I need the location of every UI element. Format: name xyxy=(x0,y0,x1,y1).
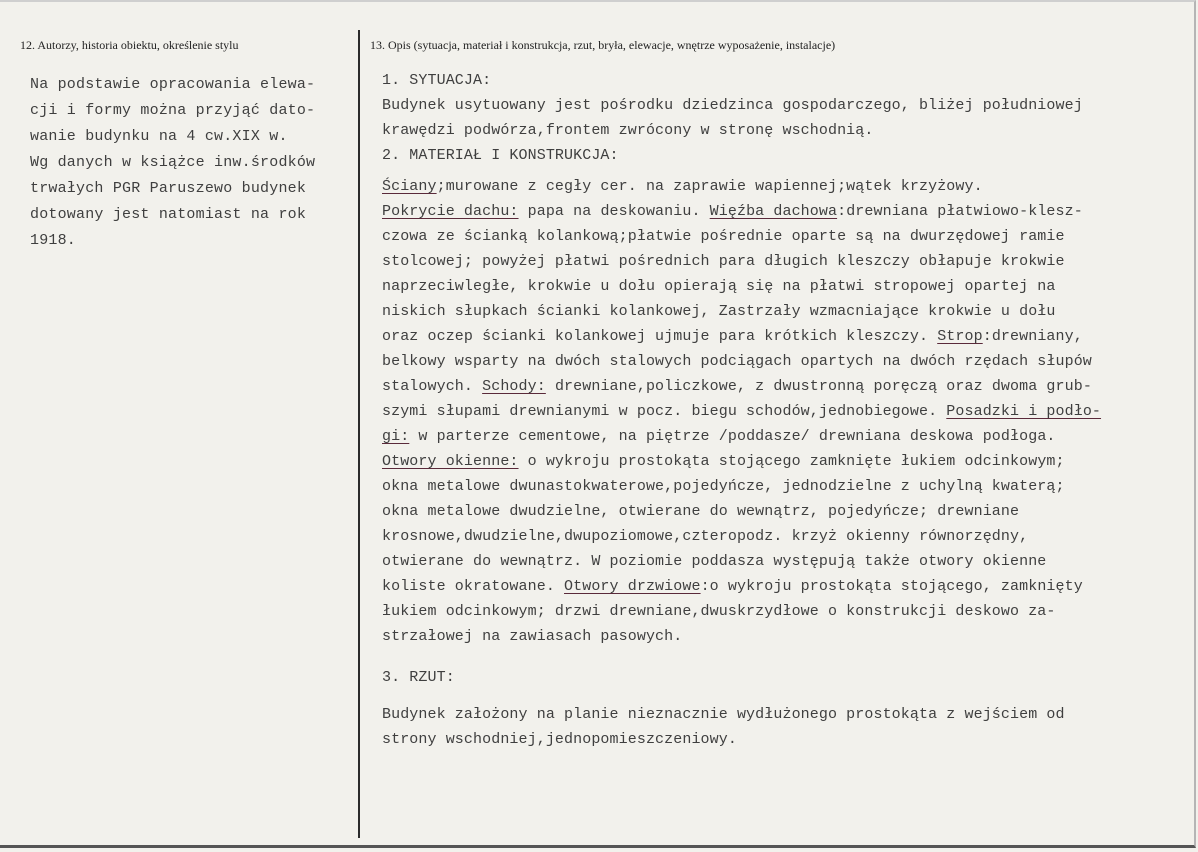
description-line xyxy=(382,574,1182,599)
term-doors: Otwory drzwiowe xyxy=(564,578,701,595)
description-line: krawędzi podwórza,frontem zwrócony w stronę wschodnią. xyxy=(382,122,874,139)
description-line: strony wschodniej,jednopomieszczeniowy. xyxy=(382,731,737,748)
right-column-header: 13. Opis (sytuacja, materiał i konstrukcja, rzut, bryła, elewacje, wnętrze wyposażenie, instalacje) xyxy=(370,38,836,52)
description-line xyxy=(382,174,1182,199)
column-divider xyxy=(358,30,360,838)
history-line: wanie budynku na 4 cw.XIX w. xyxy=(30,128,288,145)
term-windows: Otwory okienne: xyxy=(382,453,519,470)
description-line xyxy=(382,424,1182,449)
description-text xyxy=(382,68,1182,752)
history-line: dotowany jest natomiast na rok xyxy=(30,206,307,223)
history-text xyxy=(30,72,350,254)
text-run: :o wykroju prostokąta stojącego, zamknięty xyxy=(700,578,1083,595)
term-floors-cont: gi: xyxy=(382,428,410,445)
description-line xyxy=(382,374,1182,399)
description-line xyxy=(382,199,1182,224)
history-line: trwałych PGR Paruszewo budynek xyxy=(30,180,307,197)
description-line: łukiem odcinkowym; drzwi drewniane,dwuskrzydłowe o konstrukcji deskowo za- xyxy=(382,603,1056,620)
description-line: naprzeciwległe, krokwie u dołu opierają się na płatwi stropowej opartej na xyxy=(382,278,1056,295)
description-line xyxy=(382,324,1182,349)
term-roof-truss: Więźba dachowa xyxy=(709,203,838,220)
description-line: Budynek założony na planie nieznacznie wydłużonego prostokąta z wejściem od xyxy=(382,706,1065,723)
history-line: Wg danych w książce inw.środków xyxy=(30,154,316,171)
description-line: belkowy wsparty na dwóch stalowych podciągach opartych na dwóch rzędach słupów xyxy=(382,353,1092,370)
description-line: okna metalowe dwunastokwaterowe,pojedyńcze, jednodzielne z uchylną kwaterą; xyxy=(382,478,1065,495)
section-heading-plan: 3. RZUT: xyxy=(382,669,455,686)
text-run: :drewniana płatwiowo-klesz- xyxy=(837,203,1083,220)
section-heading-material: 2. MATERIAŁ I KONSTRUKCJA: xyxy=(382,147,619,164)
description-line: czowa ze ścianką kolankową;płatwie pośrednie oparte są na dwurzędowej ramie xyxy=(382,228,1065,245)
text-run: oraz oczep ścianki kolankowej ujmuje para krótkich kleszczy. xyxy=(382,328,938,345)
description-line: Budynek usytuowany jest pośrodku dziedzinca gospodarczego, bliżej południowej xyxy=(382,97,1083,114)
history-line: 1918. xyxy=(30,232,77,249)
history-line: Na podstawie opracowania elewa- xyxy=(30,76,316,93)
text-run: o wykroju prostokąta stojącego zamknięte łukiem odcinkowym; xyxy=(518,453,1065,470)
history-line: cji i formy można przyjąć dato- xyxy=(30,102,316,119)
text-run: w parterze cementowe, na piętrze /poddasze/ drewniana deskowa podłoga. xyxy=(409,428,1056,445)
text-run: ;murowane z cegły cer. na zaprawie wapiennej;wątek krzyżowy. xyxy=(436,178,983,195)
left-column-header: 12. Autorzy, historia obiektu, określenie stylu xyxy=(20,38,239,52)
description-line xyxy=(382,449,1182,474)
description-line xyxy=(382,399,1182,424)
text-run: papa na deskowaniu. xyxy=(518,203,710,220)
description-line: stolcowej; powyżej płatwi pośrednich para długich kleszczy obłapuje krokwie xyxy=(382,253,1065,270)
text-run: koliste okratowane. xyxy=(382,578,565,595)
term-walls: Ściany xyxy=(382,178,437,195)
description-line: niskich słupkach ścianki kolankowej, Zastrzały wzmacniające krokwie u dołu xyxy=(382,303,1056,320)
description-line: strzałowej na zawiasach pasowych. xyxy=(382,628,683,645)
section-heading-situation: 1. SYTUACJA: xyxy=(382,72,492,89)
description-line: otwierane do wewnątrz. W poziomie poddasza występują także otwory okienne xyxy=(382,553,1047,570)
term-roofing: Pokrycie dachu: xyxy=(382,203,519,220)
term-ceiling: Strop xyxy=(937,328,983,345)
text-run: :drewniany, xyxy=(982,328,1083,345)
text-run: szymi słupami drewnianymi w pocz. biegu schodów,jednobiegowe. xyxy=(382,403,947,420)
text-run: drewniane,policzkowe, z dwustronną poręczą oraz dwoma grub- xyxy=(545,378,1092,395)
term-stairs: Schody: xyxy=(482,378,546,395)
description-line: okna metalowe dwudzielne, otwierane do wewnątrz, pojedyńcze; drewniane xyxy=(382,503,1020,520)
description-line: krosnowe,dwudzielne,dwupoziomowe,czteropodz. krzyż okienny równorzędny, xyxy=(382,528,1029,545)
text-run: stalowych. xyxy=(382,378,483,395)
term-floors: Posadzki i podło- xyxy=(946,403,1102,420)
